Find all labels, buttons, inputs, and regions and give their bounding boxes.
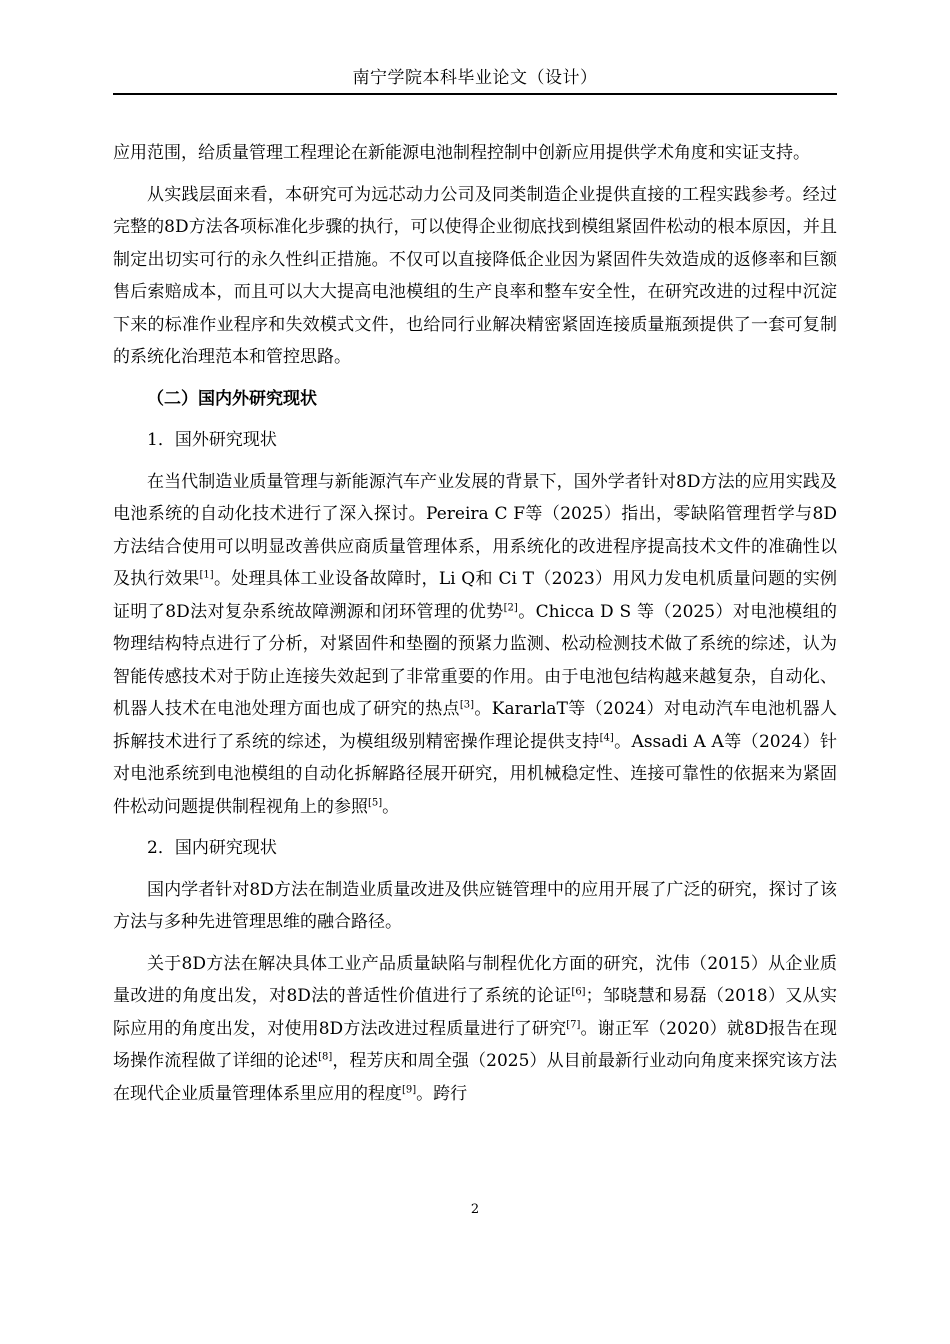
citation-ref: [1] [199,569,214,581]
paragraph-domestic-research [113,948,837,1111]
citation-ref: [4] [599,731,614,743]
text-segment: 关于8D方法在解决具体工业产品质量缺陷与制程优化方面的研究，沈伟（2015）从企业质量改进的角度出发，对8D法的普适性价值进行了系统的论证 [113,953,837,1006]
document-body [113,137,837,1110]
text-segment: 。Chicca D S 等（2025）对电池模组的物理结构特点进行了分析，对紧固件和垫圈的预紧力监测、松动检测技术做了系统的综述，认为智能传感技术对于防止连接失效起到了非常重要的作用。由于电池包结构越来越复杂，自动化、机器人技术在电池处理方面也成了研究的热点 [113,601,837,719]
text-segment: 。KararlaT等（2024）对电动汽车电池机器人拆解技术进行了系统的综述，为模组级别精密操作理论提供支持 [113,699,837,752]
text-segment: 。处理具体工业设备故障时，Li Q和 Ci T（2023）用风力发电机质量问题的实例证明了8D法对复杂系统故障溯源和闭环管理的优势 [113,569,838,622]
paragraph-domestic-intro: 国内学者针对8D方法在制造业质量改进及供应链管理中的应用开展了广泛的研究，探讨了该方法与多种先进管理思维的融合路径。 [113,879,837,932]
text-segment: 在当代制造业质量管理与新能源汽车产业发展的背景下，国外学者针对8D方法的应用实践及电池系统的自动化技术进行了深入探讨。Pereira C F等（2025）指出，零缺陷管理哲学与8D方法结合使用可以明显改善供应商质量管理体系，用系统化的改进程序提高技术文件的准确性以及执行效果 [113,471,837,589]
text-segment: ，程芳庆和周全强（2025）从目前最新行业动向角度来探究该方法在现代企业质量管理体系里应用的程度 [113,1051,838,1104]
text-segment: 。跨行 [416,1083,468,1104]
text-segment: 。谢正军（2020）就8D报告在现场操作流程做了详细的论述 [113,1018,837,1071]
citation-ref: [6] [571,986,586,998]
page-header [113,66,837,95]
citation-ref: [9] [402,1083,417,1095]
citation-ref: [3] [459,699,475,711]
page-footer [0,1202,950,1218]
paragraph-practice: 从实践层面来看，本研究可为远芯动力公司及同类制造企业提供直接的工程实践参考。经过完整的8D方法各项标准化步骤的执行，可以使得企业彻底找到模组紧固件松动的根本原因，并且制定出切实可行的永久性纠正措施。不仅可以直接降低企业因为紧固件失效造成的返修率和巨额售后索赔成本，而且可以大大提高电池模组的生产良率和整车安全性，在研究改进的过程中沉淀下来的标准作业程序和失效模式文件，也给同行业解决精密紧固连接质量瓶颈提供了一套可复制的系统化治理范本和管控思路。 [113,184,837,367]
paragraph-scope: 应用范围，给质量管理工程理论在新能源电池制程控制中创新应用提供学术角度和实证支持。 [113,143,810,163]
section-heading: （二）国内外研究现状 [147,388,317,409]
text-segment: 。 [382,796,400,817]
citation-ref: [8] [318,1051,333,1063]
citation-ref: [7] [566,1018,581,1030]
text-segment: ；邹晓慧和易磊（2018）又从实际应用的角度出发，对使用8D方法改进过程质量进行了研究 [113,986,837,1039]
citation-ref: [2] [503,601,518,613]
paragraph-foreign-research [113,466,837,824]
page-number: 2 [470,1202,480,1217]
text-segment: 。Assadi A A等（2024）针对电池系统到电池模组的自动化拆解路径展开研究，用机械稳定性、连接可靠性的依据来为紧固件松动问题提供制程视角上的参照 [113,731,837,817]
header-title: 南宁学院本科毕业论文（设计） [352,68,598,88]
subheading-domestic: 2．国内研究现状 [147,838,277,858]
citation-ref: [5] [368,796,383,808]
subheading-foreign: 1．国外研究现状 [147,430,277,450]
